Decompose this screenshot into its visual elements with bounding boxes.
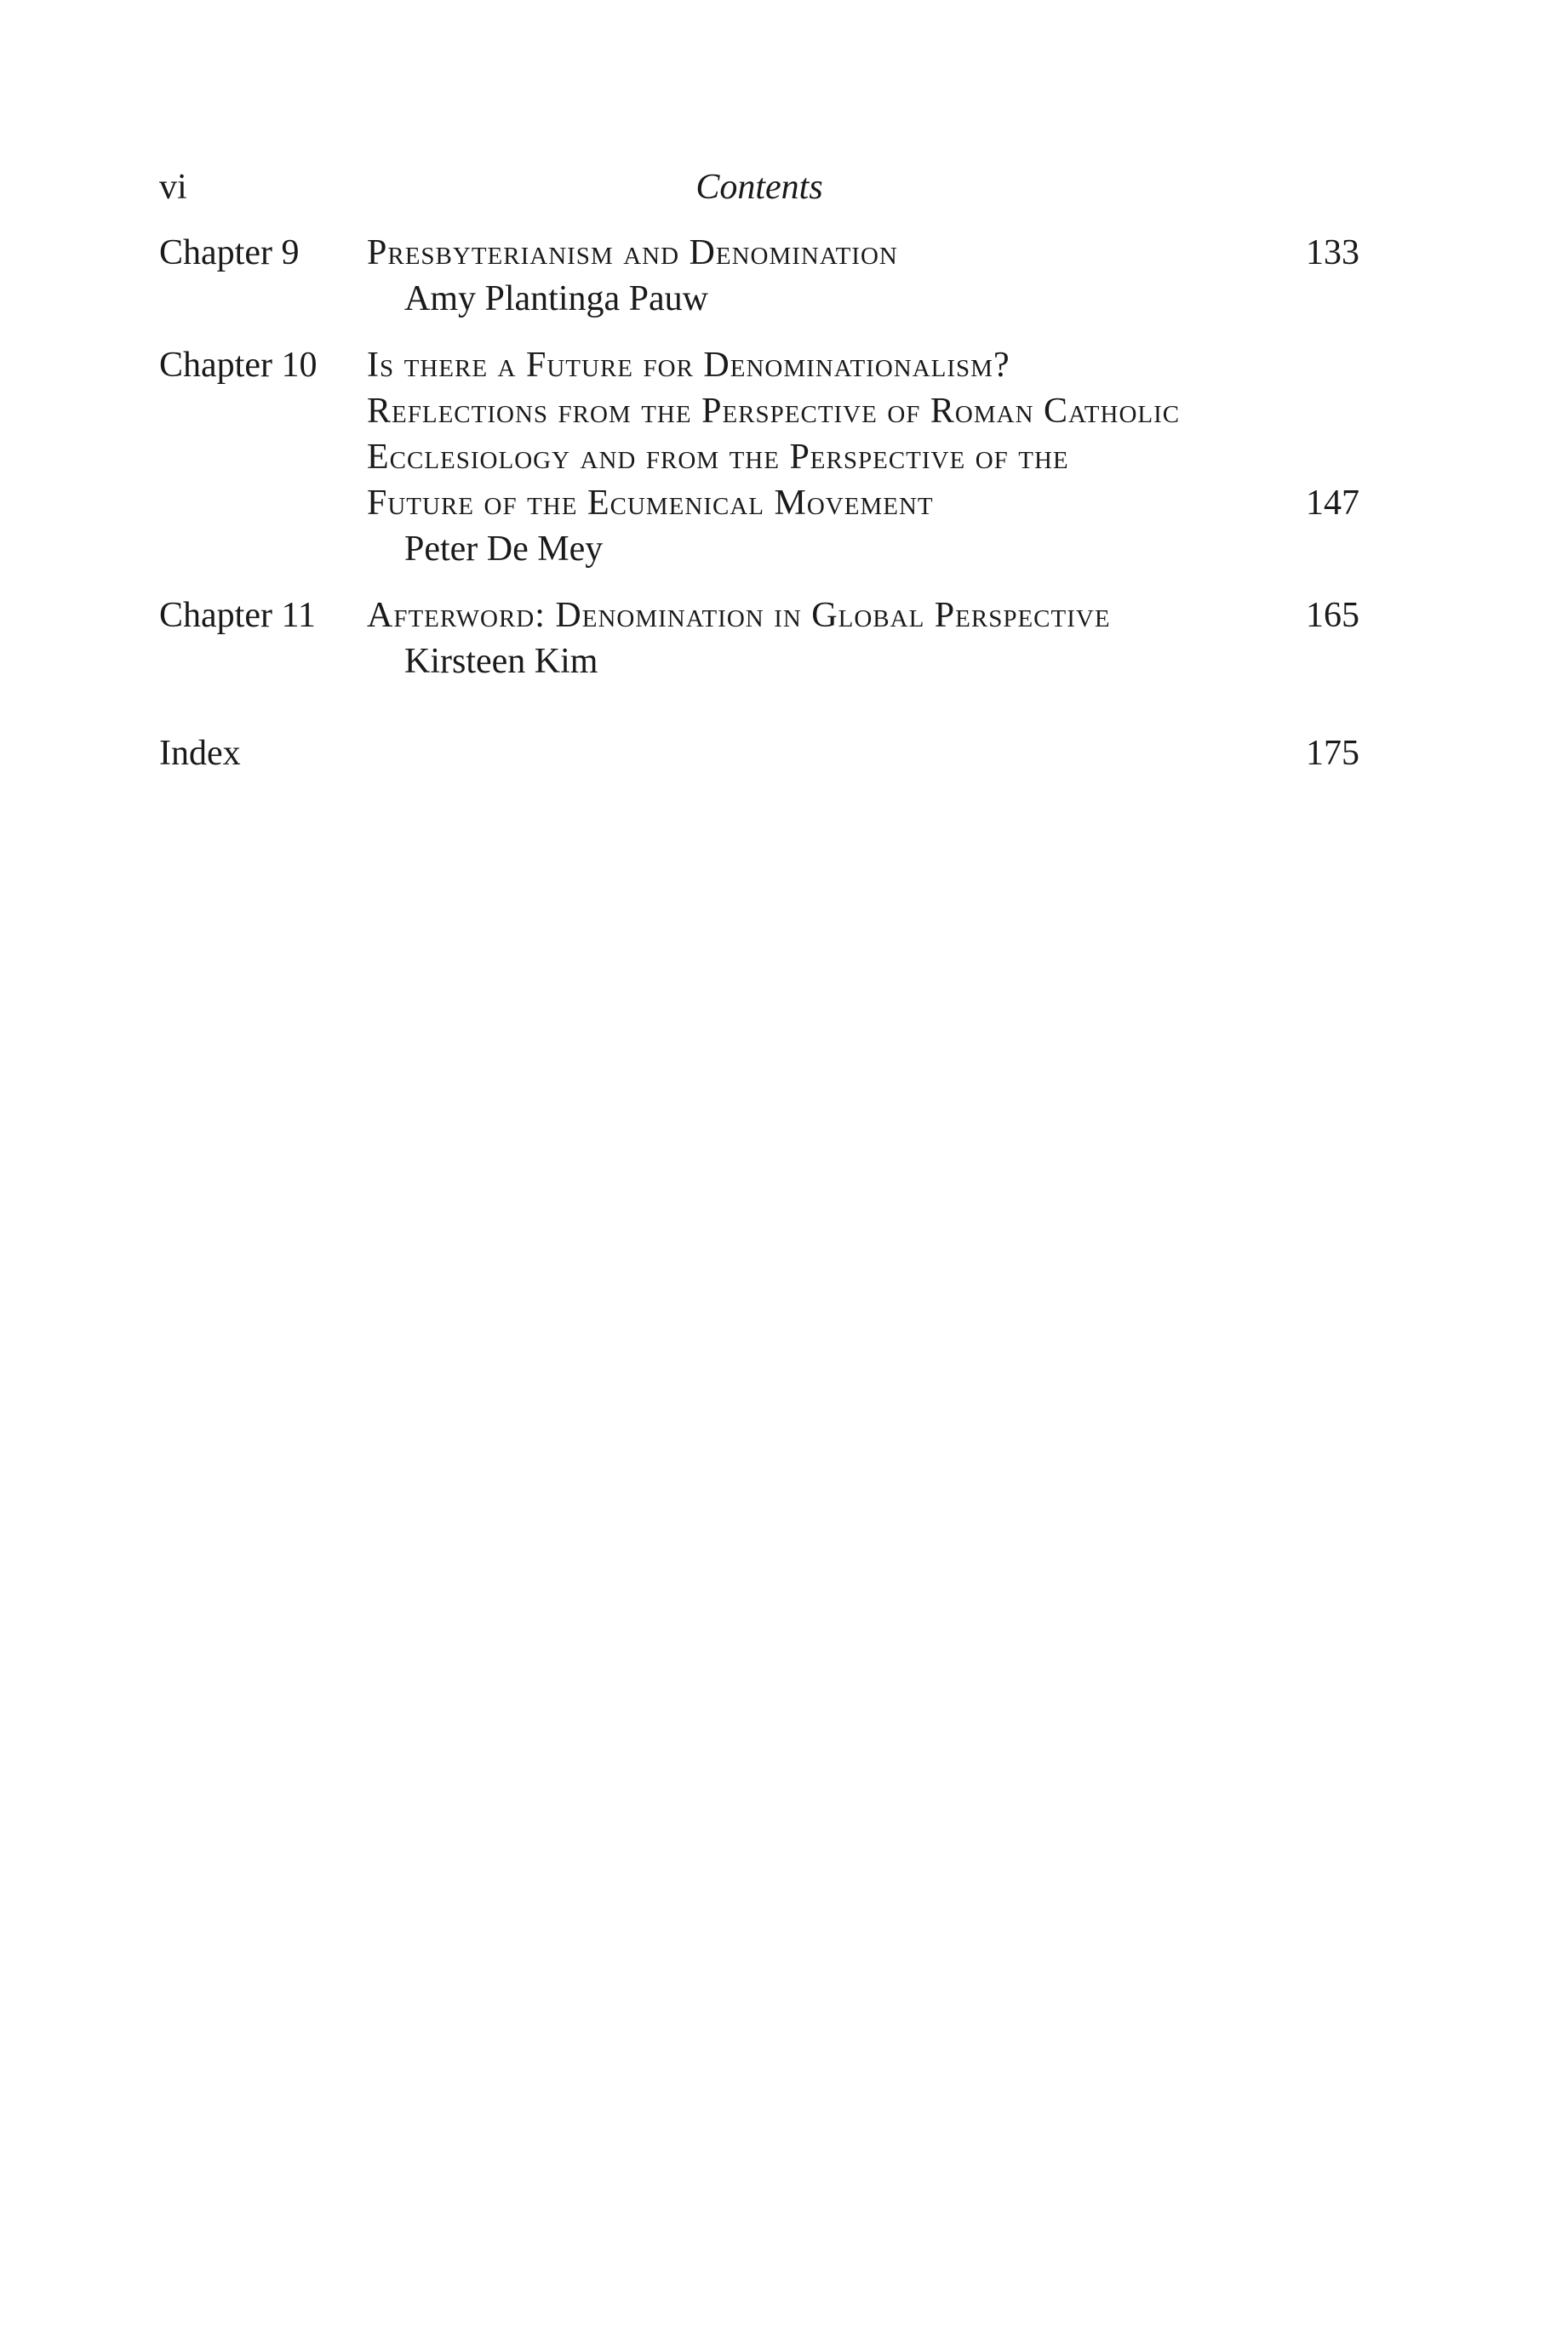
page-number: 175: [1306, 734, 1359, 773]
running-head-title: Contents: [695, 168, 823, 207]
chapter-label: Chapter 11: [159, 596, 316, 635]
toc-entry-author-line: [159, 638, 1359, 684]
running-head: [159, 162, 1359, 213]
toc-entry-title-line: [159, 342, 1359, 388]
chapter-author: Peter De Mey: [404, 529, 604, 569]
toc-entry-title-line: [159, 592, 1359, 638]
chapter-label: Chapter 9: [159, 233, 300, 272]
toc-entry-chapter-10: [159, 342, 1359, 572]
toc-entry-author-line: [159, 276, 1359, 322]
page-folio: vi: [159, 168, 187, 207]
chapter-title: Is there a Future for Denominationalism?: [367, 346, 1010, 385]
toc-entry-index: [159, 730, 1359, 776]
chapter-label: Chapter 10: [159, 346, 318, 385]
chapter-author: Amy Plantinga Pauw: [404, 279, 708, 318]
chapter-title: Afterword: Denomination in Global Perspective: [367, 596, 1111, 635]
toc-entry-title-line: [159, 730, 1359, 776]
toc-entry-title-line: [159, 434, 1359, 480]
toc-entry-author-line: [159, 526, 1359, 572]
toc-entry-title-line: [159, 480, 1359, 526]
page-number: 147: [1306, 484, 1359, 523]
page-number: 165: [1306, 596, 1359, 635]
index-label: Index: [159, 734, 241, 773]
toc-entry-title-line: [159, 230, 1359, 276]
toc-entry-chapter-11: [159, 592, 1359, 684]
toc-entry-title-line: [159, 388, 1359, 434]
chapter-author: Kirsteen Kim: [404, 642, 598, 681]
page-number: 133: [1306, 233, 1359, 272]
toc-entry-chapter-9: [159, 230, 1359, 322]
chapter-title: Presbyterianism and Denomination: [367, 233, 898, 272]
chapter-title-continued: Reflections from the Perspective of Roman Catholic: [367, 392, 1181, 431]
table-of-contents: [159, 230, 1359, 776]
chapter-title-continued: Future of the Ecumenical Movement: [367, 484, 934, 523]
chapter-title-continued: Ecclesiology and from the Perspective of the: [367, 438, 1069, 477]
